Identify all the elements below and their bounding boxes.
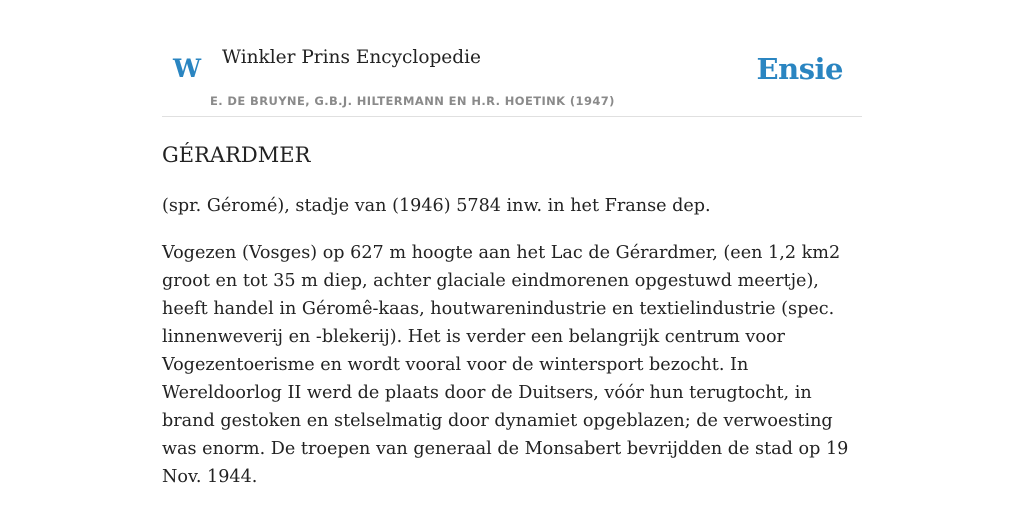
entry-content	[162, 138, 862, 491]
entry-paragraph: (spr. Géromé), stadje van (1946) 5784 inw. in het Franse dep.	[162, 196, 711, 216]
site-header	[162, 0, 862, 117]
entry-title: GÉRARDMER	[162, 143, 311, 167]
entry-paragraph: Vogezen (Vosges) op 627 m hoogte aan het Lac de Gérardmer, (een 1,2 km2 groot en tot 35 m diep, achter glaciale eindmorenen opgestuwd meertje), heeft handel in Géromê-kaas, houtwarenindustrie en textielindustrie (spec. linnenweverij en -blekerij). Het is verder een belangrijk centrum voor Vogezentoerisme en wordt vooral voor de wintersport bezocht. In Wereldoorlog II werd de plaats door de Duitsers, vóór hun terugtocht, in brand gestoken en stelselmatig door dynamiet opgeblazen; de verwoesting was enorm. De troepen van generaal de Monsabert bevrijdden de stad op 19 Nov. 1944.	[162, 243, 849, 487]
ensie-logo-link[interactable]: Ensie	[756, 52, 843, 86]
book-authors: E. DE BRUYNE, G.B.J. HILTERMANN EN H.R. HOETINK (1947)	[210, 94, 615, 108]
winkler-prins-logo[interactable]: W	[173, 54, 202, 83]
book-title[interactable]: Winkler Prins Encyclopedie	[222, 47, 481, 68]
